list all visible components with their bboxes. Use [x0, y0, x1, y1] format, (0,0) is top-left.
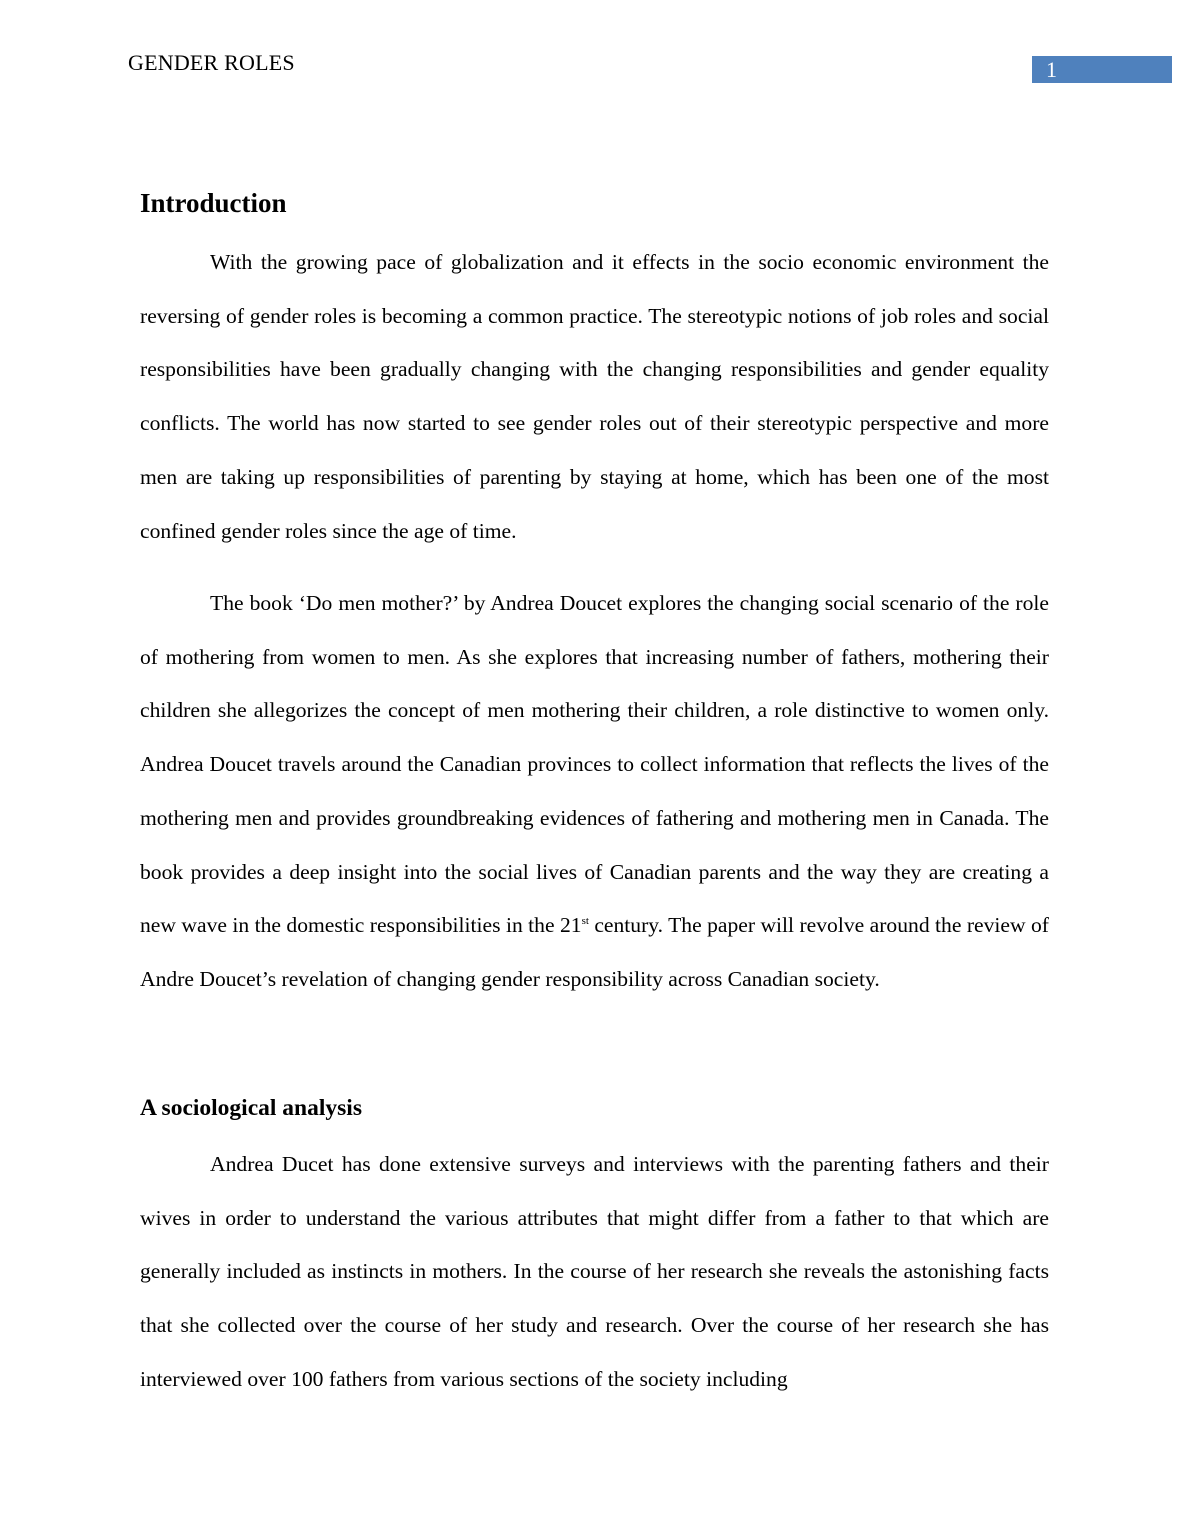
introduction-paragraph-2 [140, 577, 1049, 1007]
sociological-analysis-heading: A sociological analysis [140, 1095, 362, 1121]
ordinal-suffix: st [581, 915, 589, 928]
running-head: GENDER ROLES [128, 50, 295, 75]
introduction-paragraph-1: With the growing pace of globalization and it effects in the socio economic environment the reversing of gender roles is becoming a common practice. The stereotypic notions of job roles and social responsibilities have been gradually changing with the changing responsibilities and gender equality conflicts. The world has now started to see gender roles out of their stereotypic perspective and more men are taking up responsibilities of parenting by staying at home, which has been one of the most confined gender roles since the age of time. [140, 250, 1049, 543]
introduction-paragraph-2-text-a: The book ‘Do men mother?’ by Andrea Doucet explores the changing social scenario of the role of mothering from women to men. As she explores that increasing number of fathers, mothering their children she allegorizes the concept of men mothering their children, a role distinctive to women only. Andrea Doucet travels around the Canadian provinces to collect information that reflects the lives of the mothering men and provides groundbreaking evidences of fathering and mothering men in Canada. The book provides a deep insight into the social lives of Canadian parents and the way they are creating a new wave in the domestic responsibilities in the 21 [140, 591, 1049, 938]
sociological-analysis-paragraph-1: Andrea Ducet has done extensive surveys and interviews with the parenting fathers and their wives in order to understand the various attributes that might differ from a father to that which are generally included as instincts in mothers. In the course of her research she reveals the astonishing facts that she collected over the course of her study and research. Over the course of her research she has interviewed over 100 fathers from various sections of the society including [140, 1152, 1049, 1391]
page-number: 1 [1046, 57, 1057, 82]
page-number-box [1032, 56, 1172, 83]
introduction-heading: Introduction [140, 188, 287, 218]
introduction-paragraph-2-text-b: century. The paper will revolve around the review of Andre Doucet’s revelation of changing gender responsibility across Canadian society. [140, 913, 1049, 991]
